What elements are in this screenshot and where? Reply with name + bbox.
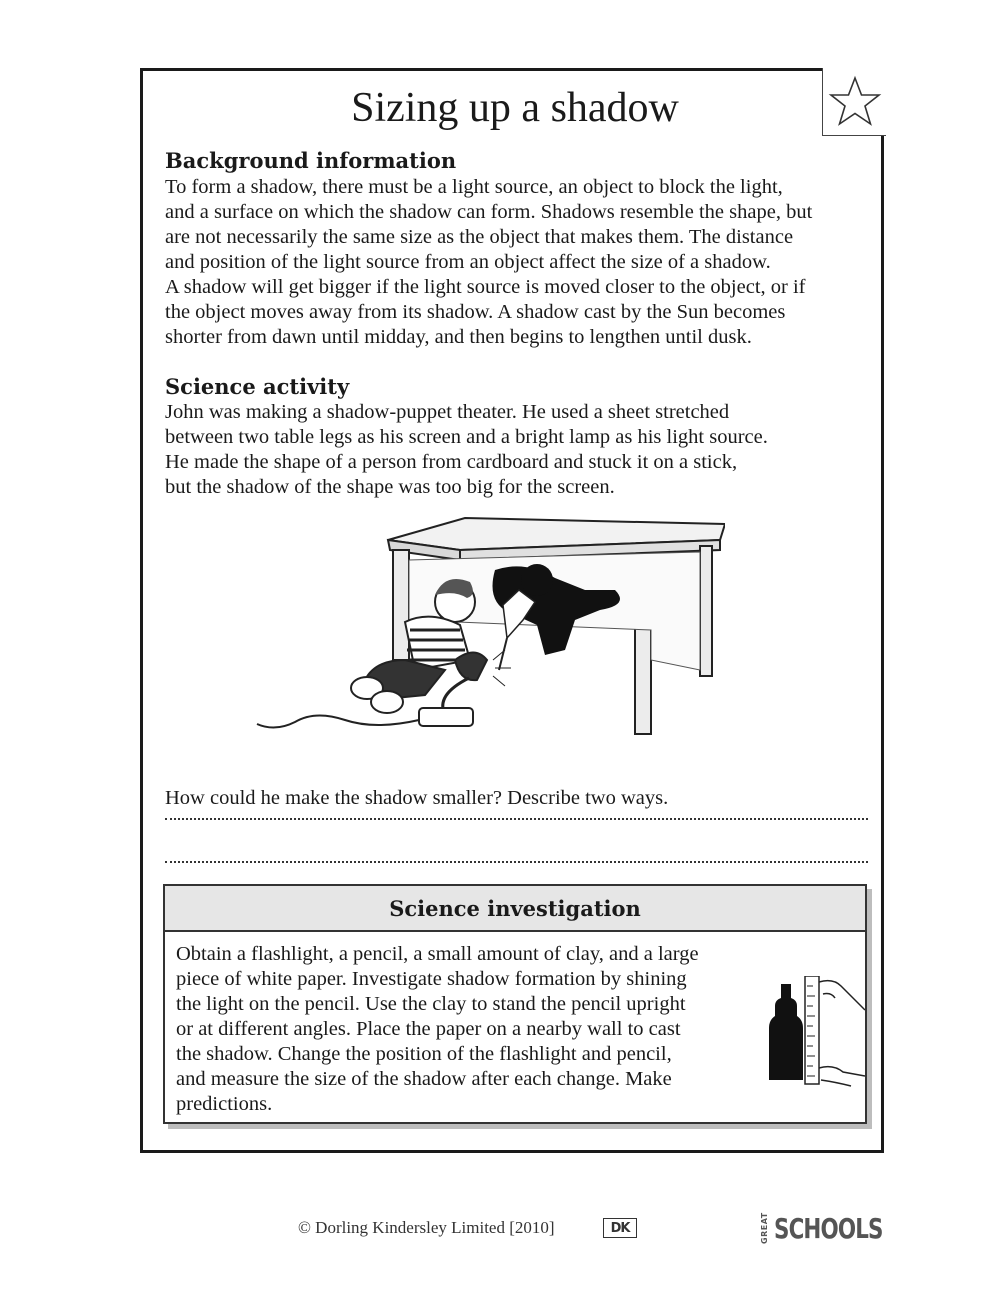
activity-question: How could he make the shadow smaller? Describe two ways. <box>165 787 669 809</box>
investigation-line: the light on the pencil. Use the clay to stand the pencil upright <box>176 993 686 1015</box>
investigation-line: and measure the size of the shadow after each change. Make <box>176 1068 672 1090</box>
background-line: shorter from dawn until midday, and then begins to lengthen until dusk. <box>165 326 752 348</box>
background-line: and position of the light source from an object affect the size of a shadow. <box>165 251 771 273</box>
investigation-heading: Science investigation <box>165 886 865 932</box>
dk-logo: DK <box>603 1218 637 1238</box>
background-paragraph <box>165 175 875 350</box>
investigation-box <box>163 884 867 1124</box>
greatschools-logo-schools: SCHOOLS <box>774 1212 883 1245</box>
background-line: A shadow will get bigger if the light source is moved closer to the object, or if <box>165 276 806 298</box>
activity-line: He made the shape of a person from cardboard and stuck it on a stick, <box>165 451 738 473</box>
answer-line-2[interactable] <box>165 861 868 863</box>
shadow-puppet-illustration <box>255 510 725 738</box>
investigation-line: piece of white paper. Investigate shadow formation by shining <box>176 968 687 990</box>
activity-line: John was making a shadow-puppet theater. He used a sheet stretched <box>165 401 730 423</box>
background-heading: Background information <box>165 148 457 173</box>
background-line: To form a shadow, there must be a light source, an object to block the light, <box>165 176 783 198</box>
background-line: and a surface on which the shadow can form. Shadows resemble the shape, but <box>165 201 813 223</box>
background-line: are not necessarily the same size as the object that makes them. The distance <box>165 226 794 248</box>
activity-paragraph <box>165 400 875 500</box>
greatschools-logo-great: GREAT <box>760 1212 769 1244</box>
investigation-line: or at different angles. Place the paper on a nearby wall to cast <box>176 1018 681 1040</box>
activity-line: but the shadow of the shape was too big for the screen. <box>165 476 615 498</box>
activity-line: between two table legs as his screen and a bright lamp as his light source. <box>165 426 768 448</box>
greatschools-logo <box>760 1208 892 1248</box>
page-title: Sizing up a shadow <box>351 85 679 131</box>
investigation-line: predictions. <box>176 1093 273 1115</box>
copyright-text: © Dorling Kindersley Limited [2010] <box>298 1218 555 1237</box>
investigation-line: Obtain a flashlight, a pencil, a small amount of clay, and a large <box>176 943 699 965</box>
background-line: the object moves away from its shadow. A shadow cast by the Sun becomes <box>165 301 786 323</box>
answer-line-1[interactable] <box>165 818 868 820</box>
investigation-line: the shadow. Change the position of the flashlight and pencil, <box>176 1043 672 1065</box>
investigation-paragraph <box>176 942 776 1117</box>
activity-heading: Science activity <box>165 374 350 399</box>
bottle-ruler-illustration <box>761 976 865 1088</box>
